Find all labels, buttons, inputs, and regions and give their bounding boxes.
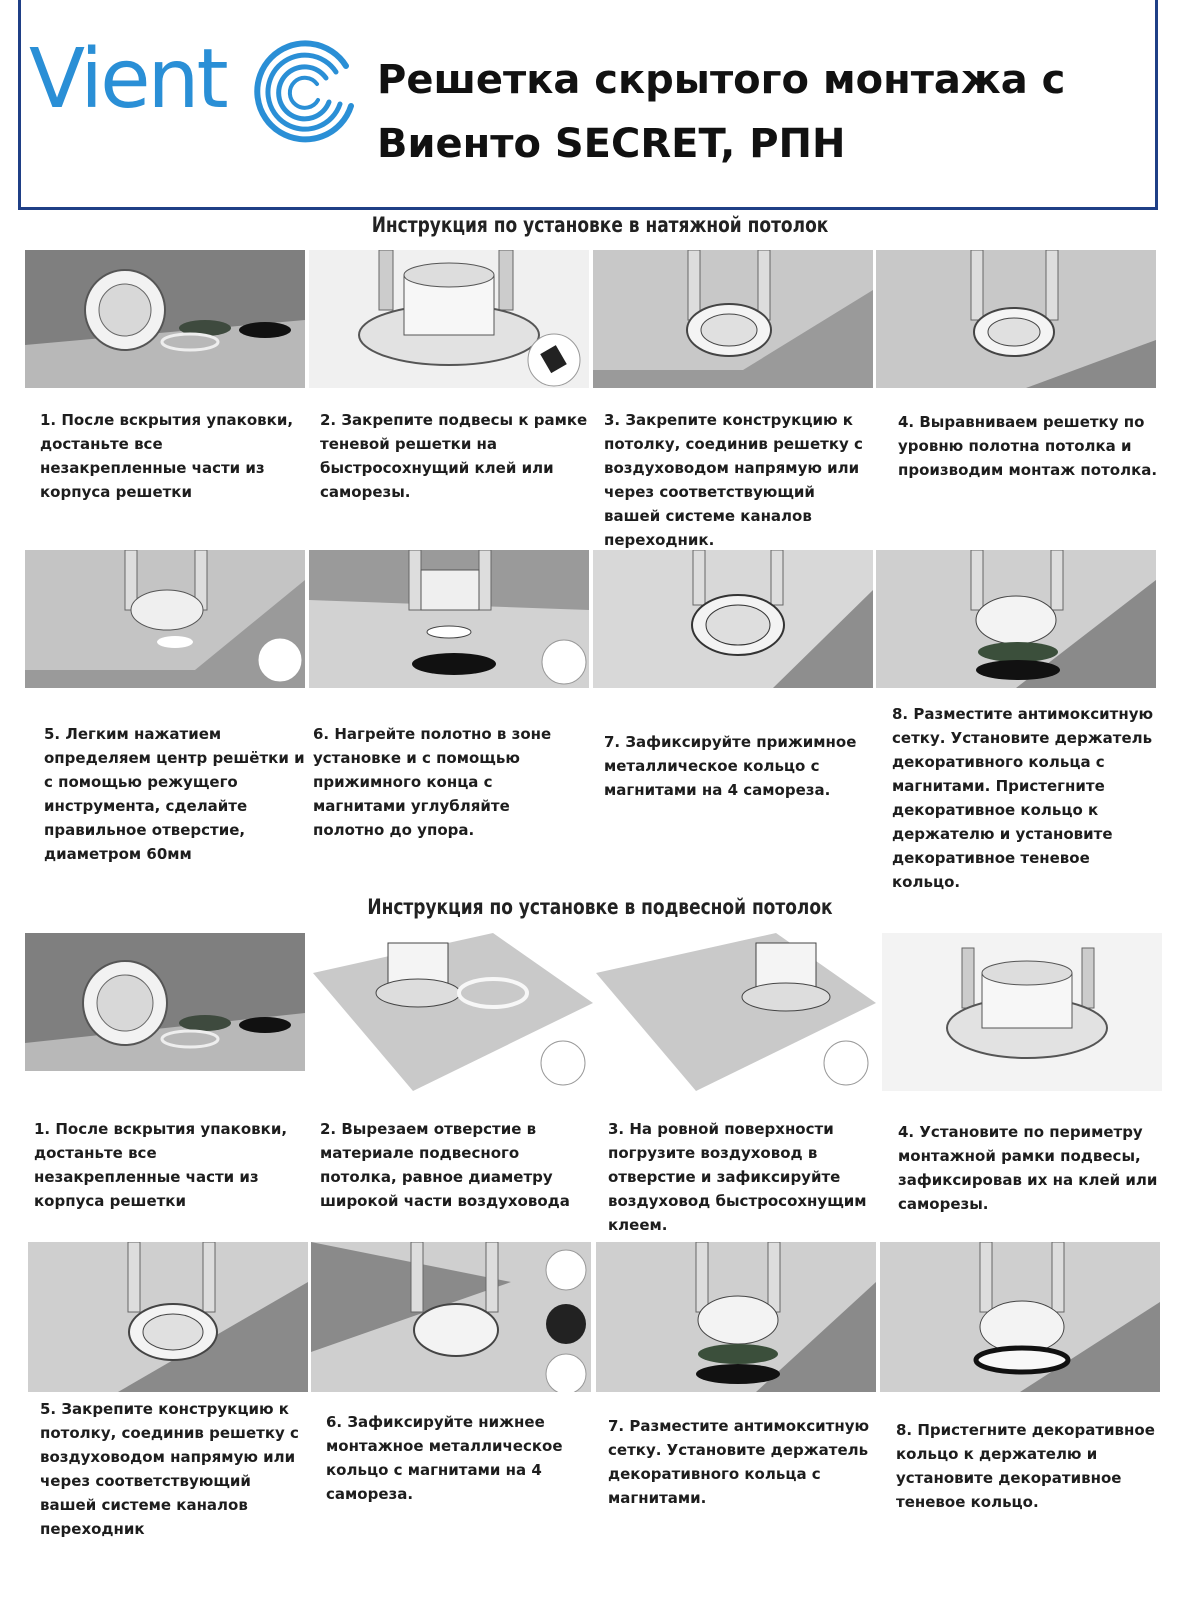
s1-step8-caption: 8. Разместите антимокситную сетку. Установите держатель декоративного кольца с магнитами. Пристегните декоративное кольцо к держателю и установите декоративное теневое кольцо. bbox=[892, 705, 1154, 891]
logo-swirl-icon bbox=[251, 36, 361, 146]
s2-step1-image bbox=[25, 933, 305, 1071]
s2-step3-image bbox=[596, 933, 876, 1091]
vientio-logo bbox=[29, 14, 359, 164]
s2-step3-caption: 3. На ровной поверхности погрузите воздуховод в отверстие и зафиксируйте воздуховод быстросохнущим клеем. bbox=[608, 1120, 867, 1234]
s1-step1-caption: 1. После вскрытия упаковки, достаньте все незакрепленные части из корпуса решетки bbox=[40, 411, 294, 501]
s1-step1-image bbox=[25, 250, 305, 388]
s2-step7-caption: 7. Разместите антимокситную сетку. Установите держатель декоративного кольца с магнитами. bbox=[608, 1417, 870, 1507]
s1-step6-image bbox=[309, 550, 589, 688]
s1-step8-illustration bbox=[876, 550, 1156, 688]
s1-step6-illustration bbox=[309, 550, 589, 688]
s2-step4-illustration bbox=[882, 933, 1162, 1091]
s1-step7-illustration bbox=[593, 550, 873, 688]
s2-step4-caption: 4. Установите по периметру монтажной рамки подвесы, зафиксировав их на клей или саморезы. bbox=[898, 1123, 1158, 1213]
s2-step6-caption: 6. Зафиксируйте нижнее монтажное металлическое кольцо с магнитами на 4 самореза. bbox=[326, 1413, 563, 1503]
s2-step5-image bbox=[28, 1242, 308, 1392]
s1-step3-caption: 3. Закрепите конструкцию к потолку, соединив решетку с воздуховодом напрямую или через соответствующий вашей системе каналов переходник. bbox=[604, 411, 863, 549]
s2-step3-illustration bbox=[596, 933, 876, 1091]
section1-title: Инструкция по установке в натяжной потолок bbox=[371, 213, 829, 237]
s2-step5-caption: 5. Закрепите конструкцию к потолку, соединив решетку с воздуховодом напрямую или через соответствующий вашей системе каналов переходник bbox=[40, 1400, 299, 1538]
s1-step4-caption: 4. Выравниваем решетку по уровню полотна потолка и производим монтаж потолка. bbox=[898, 413, 1158, 479]
s2-step8-caption: 8. Пристегните декоративное кольцо к держателю и установите декоративное теневое кольцо. bbox=[896, 1421, 1155, 1511]
s2-step6-illustration bbox=[311, 1242, 591, 1392]
s1-step2-image bbox=[309, 250, 589, 388]
s1-step3-illustration bbox=[593, 250, 873, 388]
title-line-1: Решетка скрытого монтажа с bbox=[377, 57, 1066, 103]
s2-step1-caption: 1. После вскрытия упаковки, достаньте все незакрепленные части из корпуса решетки bbox=[34, 1120, 288, 1210]
s1-step8-image bbox=[876, 550, 1156, 688]
s2-step8-image bbox=[880, 1242, 1160, 1392]
title-line-2: Виенто SECRET, РПН bbox=[377, 121, 846, 167]
s1-step2-illustration bbox=[309, 250, 589, 388]
s1-step1-illustration bbox=[25, 250, 305, 388]
section2-title: Инструкция по установке в подвесной потолок bbox=[367, 895, 833, 919]
s1-step4-illustration bbox=[876, 250, 1156, 388]
s2-step1-illustration bbox=[25, 933, 305, 1071]
s1-step2-caption: 2. Закрепите подвесы к рамке теневой решетки на быстросохнущий клей или саморезы. bbox=[320, 411, 588, 501]
s2-step8-illustration bbox=[880, 1242, 1160, 1392]
s2-step7-illustration bbox=[596, 1242, 876, 1392]
s2-step4-image bbox=[882, 933, 1162, 1091]
s2-step2-illustration bbox=[313, 933, 593, 1091]
s2-step5-illustration bbox=[28, 1242, 308, 1392]
s1-step5-image bbox=[25, 550, 305, 688]
s2-step2-image bbox=[313, 933, 593, 1091]
header-box bbox=[18, 0, 1158, 210]
s1-step6-caption: 6. Нагрейте полотно в зоне установке и с помощью прижимного конца с магнитами углубляйте полотно до упора. bbox=[313, 725, 552, 839]
s2-step6-image bbox=[311, 1242, 591, 1392]
s2-step2-caption: 2. Вырезаем отверстие в материале подвесного потолка, равное диаметру широкой части воздуховода bbox=[320, 1120, 570, 1210]
s1-step7-caption: 7. Зафиксируйте прижимное металлическое кольцо с магнитами на 4 самореза. bbox=[604, 733, 857, 799]
logo-text: Vient bbox=[29, 32, 226, 127]
s1-step7-image bbox=[593, 550, 873, 688]
s1-step4-image bbox=[876, 250, 1156, 388]
s1-step5-caption: 5. Легким нажатием определяем центр решётки и с помощью режущего инструмента, сделайте правильное отверстие, диаметром 60мм bbox=[44, 725, 305, 863]
page-title bbox=[377, 48, 1137, 176]
s1-step3-image bbox=[593, 250, 873, 388]
s2-step7-image bbox=[596, 1242, 876, 1392]
s1-step5-illustration bbox=[25, 550, 305, 688]
